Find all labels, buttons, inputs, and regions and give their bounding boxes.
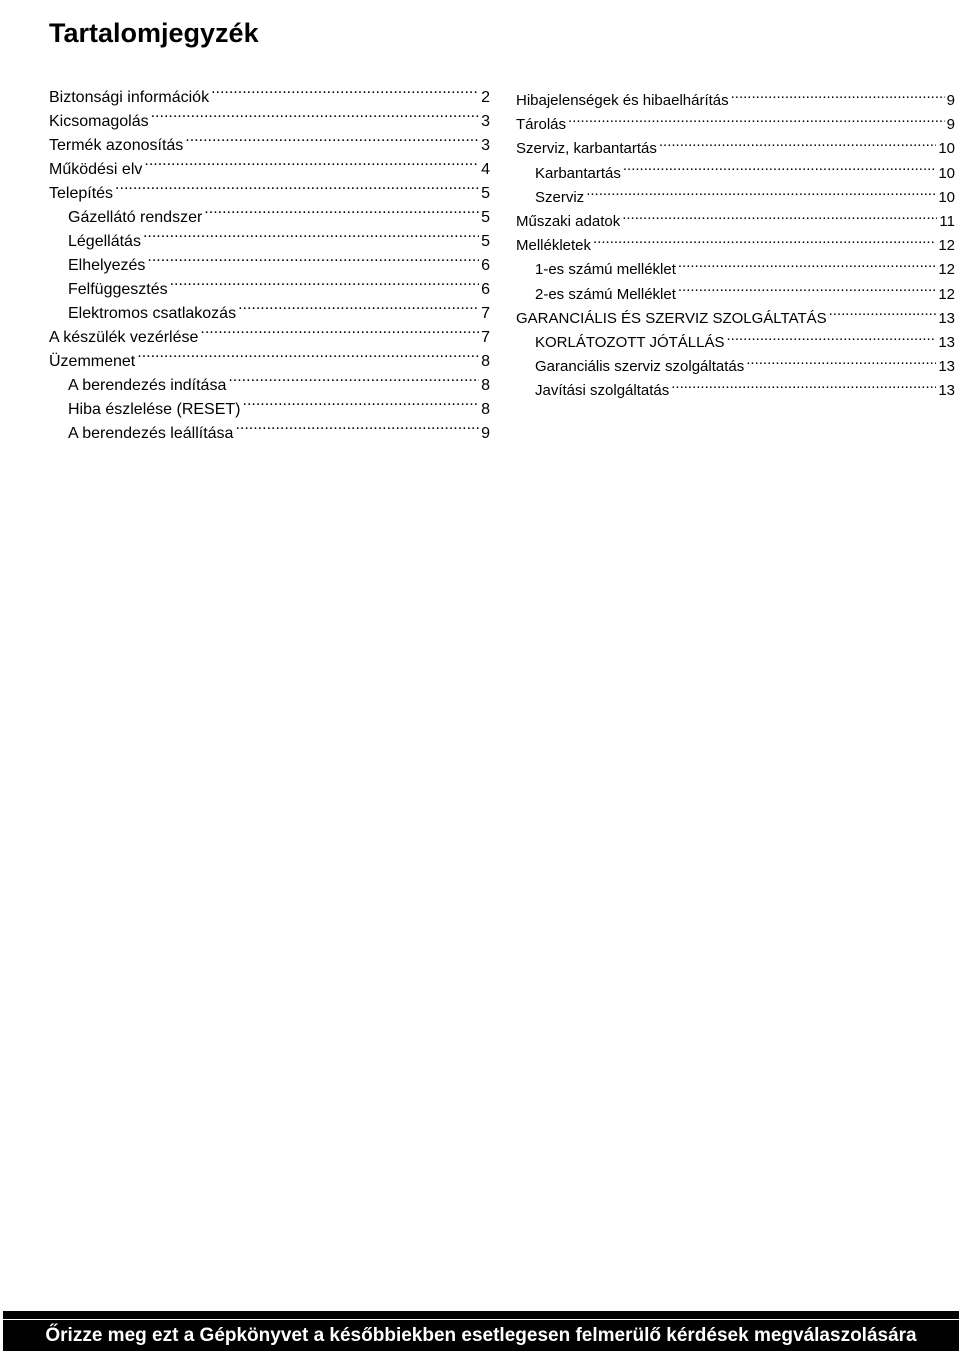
toc-entry-page-number: 3: [481, 137, 490, 154]
toc-entry-page-number: 9: [946, 92, 955, 109]
toc-entry-label: Garanciális szerviz szolgáltatás: [535, 358, 745, 376]
toc-dot-leader: [243, 398, 480, 414]
toc-dot-leader: [115, 182, 479, 198]
toc-entry-page-number: 7: [481, 305, 490, 322]
toc-entry[interactable]: [516, 89, 955, 113]
toc-entry-page-number: 12: [938, 237, 955, 255]
toc-entry[interactable]: [516, 379, 955, 403]
toc-dot-leader: [170, 278, 479, 294]
toc-entry-label: Gázellátó rendszer: [68, 209, 203, 226]
toc-entry-page-number: 13: [938, 358, 955, 376]
toc-entry-page-number: 10: [938, 188, 955, 206]
toc-entry-page-number: 10: [938, 164, 955, 182]
toc-entry-page-number: 2: [481, 89, 490, 106]
toc-dot-leader: [731, 90, 945, 105]
toc-entry-label: Javítási szolgáltatás: [535, 382, 670, 400]
footer-banner: [3, 1311, 959, 1351]
toc-entry-label: Üzemmenet: [49, 353, 136, 370]
toc-entry-page-number: 13: [938, 333, 955, 351]
toc-entry[interactable]: [49, 182, 490, 206]
toc-entry-page-number: 5: [481, 233, 490, 250]
toc-entry-label: Működési elv: [49, 161, 143, 178]
toc-entry-page-number: 8: [481, 377, 490, 394]
toc-dot-leader: [829, 308, 937, 323]
toc-entry[interactable]: [49, 422, 490, 446]
toc-entry-page-number: 13: [938, 382, 955, 400]
toc-dot-leader: [671, 380, 936, 395]
toc-entry-label: Mellékletek: [516, 237, 592, 255]
toc-entry-page-number: 10: [938, 140, 955, 158]
toc-entry[interactable]: [49, 86, 490, 110]
toc-dot-leader: [144, 158, 479, 174]
toc-dot-leader: [228, 374, 479, 390]
toc-entry[interactable]: [516, 258, 955, 282]
toc-dot-leader: [568, 114, 945, 129]
toc-entry-label: Telepítés: [49, 185, 114, 202]
toc-entry-page-number: 12: [938, 261, 955, 279]
toc-entry-label: Légellátás: [68, 233, 141, 250]
toc-entry-label: A berendezés indítása: [68, 377, 227, 394]
toc-dot-leader: [204, 206, 479, 222]
toc-entry-label: Tárolás: [516, 116, 567, 134]
toc-dot-leader: [235, 422, 479, 438]
toc-dot-leader: [678, 284, 936, 299]
toc-entry-page-number: 8: [481, 401, 490, 418]
toc-entry[interactable]: [516, 113, 955, 137]
toc-entry[interactable]: [49, 398, 490, 422]
toc-entry[interactable]: [516, 137, 955, 161]
toc-entry[interactable]: [49, 278, 490, 302]
toc-entry-label: A készülék vezérlése: [49, 329, 199, 346]
toc-dot-leader: [151, 110, 479, 126]
toc-dot-leader: [746, 356, 936, 371]
toc-entry-label: A berendezés leállítása: [68, 425, 234, 442]
toc-entry[interactable]: [516, 210, 955, 234]
toc-entry-label: Felfüggesztés: [68, 281, 168, 298]
toc-entry[interactable]: [49, 134, 490, 158]
toc-dot-leader: [622, 211, 937, 226]
toc-dot-leader: [238, 302, 479, 318]
toc-entry-label: Karbantartás: [535, 164, 621, 182]
toc-entry-page-number: 13: [938, 309, 955, 327]
toc-dot-leader: [659, 138, 936, 153]
toc-left-column: [49, 86, 490, 446]
toc-entry[interactable]: [516, 283, 955, 307]
toc-entry[interactable]: [516, 355, 955, 379]
toc-entry-page-number: 9: [481, 425, 490, 442]
toc-dot-leader: [137, 350, 479, 366]
toc-dot-leader: [586, 187, 936, 202]
toc-entry-page-number: 6: [481, 257, 490, 274]
toc-dot-leader: [211, 86, 479, 102]
toc-entry-label: Hibajelenségek és hibaelhárítás: [516, 92, 729, 109]
toc-entry-page-number: 8: [481, 353, 490, 370]
toc-entry-page-number: 6: [481, 281, 490, 298]
toc-entry-label: GARANCIÁLIS ÉS SZERVIZ SZOLGÁLTATÁS: [516, 309, 827, 327]
toc-entry[interactable]: [49, 374, 490, 398]
toc-entry[interactable]: [516, 307, 955, 331]
toc-entry-page-number: 5: [481, 209, 490, 226]
toc-entry-label: Szerviz, karbantartás: [516, 140, 657, 158]
toc-entry-label: Biztonsági információk: [49, 89, 210, 106]
toc-dot-leader: [143, 230, 479, 246]
footer-divider: [3, 1319, 959, 1320]
toc-entry[interactable]: [49, 206, 490, 230]
toc-entry-label: Műszaki adatok: [516, 212, 621, 230]
toc-entry[interactable]: [49, 326, 490, 350]
toc-entry[interactable]: [516, 331, 955, 355]
toc-entry[interactable]: [49, 230, 490, 254]
toc-entry-page-number: 3: [481, 113, 490, 130]
toc-entry-label: Szerviz: [535, 188, 585, 206]
footer-text: Őrizze meg ezt a Gépkönyvet a későbbiekben esetlegesen felmerülő kérdések megválaszolására: [45, 1325, 917, 1346]
page-title: Tartalomjegyzék: [49, 18, 259, 49]
toc-dot-leader: [185, 134, 479, 150]
toc-dot-leader: [623, 163, 936, 178]
toc-right-column: [516, 89, 955, 403]
toc-entry-label: 1-es számú melléklet: [535, 261, 676, 279]
toc-entry-page-number: 7: [481, 329, 490, 346]
toc-entry-page-number: 5: [481, 185, 490, 202]
toc-dot-leader: [678, 259, 936, 274]
toc-entry-label: 2-es számú Melléklet: [535, 285, 676, 303]
toc-entry-page-number: 4: [481, 161, 490, 178]
toc-entry-page-number: 12: [938, 285, 955, 303]
toc-entry-label: Hiba észlelése (RESET): [68, 401, 241, 418]
toc-dot-leader: [147, 254, 479, 270]
toc-entry-label: Kicsomagolás: [49, 113, 149, 130]
toc-entry[interactable]: [516, 186, 955, 210]
toc-entry-label: KORLÁTOZOTT JÓTÁLLÁS: [535, 333, 725, 351]
toc-entry[interactable]: [49, 254, 490, 278]
toc-entry[interactable]: [49, 158, 490, 182]
toc-entry-page-number: 11: [939, 212, 955, 230]
toc-dot-leader: [727, 332, 937, 347]
toc-entry[interactable]: [516, 234, 955, 258]
toc-entry[interactable]: [49, 350, 490, 374]
toc-entry[interactable]: [49, 302, 490, 326]
toc-dot-leader: [200, 326, 479, 342]
toc-entry-label: Elektromos csatlakozás: [68, 305, 237, 322]
toc-entry-label: Elhelyezés: [68, 257, 146, 274]
toc-entry[interactable]: [516, 162, 955, 186]
toc-dot-leader: [593, 235, 936, 250]
toc-entry-label: Termék azonosítás: [49, 137, 184, 154]
toc-entry-page-number: 9: [946, 116, 955, 134]
toc-entry[interactable]: [49, 110, 490, 134]
